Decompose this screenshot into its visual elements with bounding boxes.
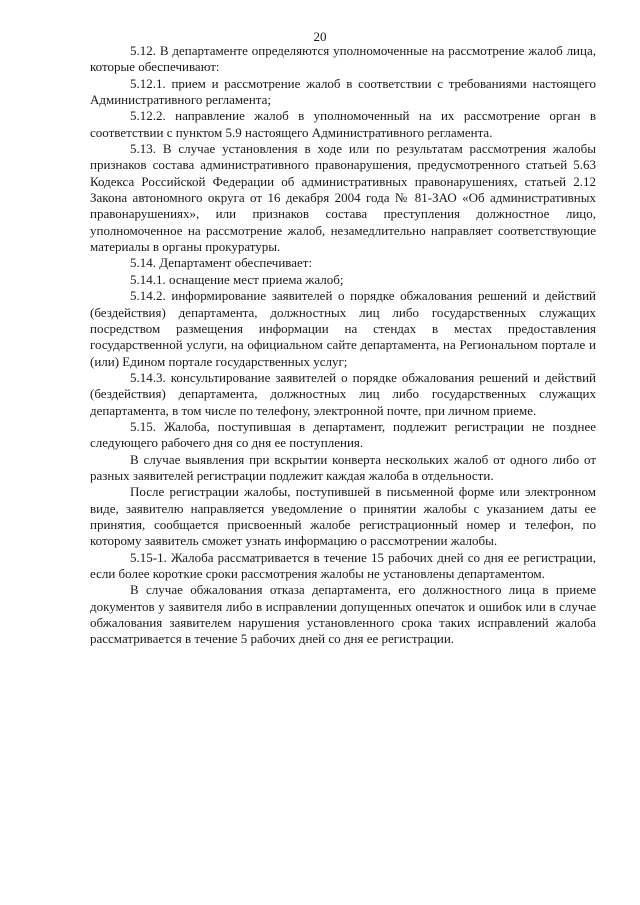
paragraph-5-14-2: 5.14.2. информирование заявителей о порядке обжалования решений и действий (бездействия) департамента, должностных лиц либо государственных служащих посредством размещения информации на стендах в местах предоставления государственной услуги, на официальном сайте департамента, на Региональном портале и (или) Едином портале государственных услуг;: [90, 288, 596, 369]
paragraph-5-15-envelope: В случае выявления при вскрытии конверта нескольких жалоб от одного либо от разных заявителей регистрации подлежит каждая жалоба в отдельности.: [90, 451, 596, 483]
paragraph-5-14: 5.14. Департамент обеспечивает:: [130, 255, 313, 271]
paragraph-5-15-1: 5.15-1. Жалоба рассматривается в течение 15 рабочих дней со дня ее регистрации, если более короткие сроки рассмотрения жалобы не установлены департаментом.: [90, 549, 596, 581]
paragraph-5-12: 5.12. В департаменте определяются уполномоченные на рассмотрение жалоб лица, которые обеспечивают:: [90, 43, 596, 75]
page-number: 20: [313, 29, 327, 44]
paragraph-5-13: 5.13. В случае установления в ходе или по результатам рассмотрения жалобы признаков состава административного правонарушения, предусмотренного статьей 5.63 Кодекса Российской Федерации об административных правонарушениях, статьей 2.12 Закона автономного округа от 16 декабря 2004 года № 81-ЗАО «Об административных правонарушениях», или признаков состава преступления должностное лицо, уполномоченное на рассмотрение жалоб, незамедлительно направляет соответствующие материалы в органы прокуратуры.: [90, 141, 596, 255]
document-body: [90, 43, 596, 648]
paragraph-5-12-1: 5.12.1. прием и рассмотрение жалоб в соответствии с требованиями настоящего Административного регламента;: [90, 75, 596, 108]
paragraph-5-14-1: 5.14.1. оснащение мест приема жалоб;: [130, 271, 344, 287]
paragraph-5-14-3: 5.14.3. консультирование заявителей о порядке обжалования решений и действий (бездействия) департамента, должностных лиц либо государственных служащих департамента, в том числе по телефону, электронной почте, при личном приеме.: [90, 369, 596, 418]
paragraph-5-15-notification: После регистрации жалобы, поступившей в письменной форме или электронном виде, заявителю направляется уведомление о принятии жалобы с указанием даты ее принятия, сообщается присвоенный жалобе регистрационный номер и телефон, по которому заявитель сможет узнать информацию о рассмотрении жалобы.: [90, 484, 596, 549]
paragraph-5-12-2: 5.12.2. направление жалоб в уполномоченный на их рассмотрение орган в соответствии с пунктом 5.9 настоящего Административного регламента.: [90, 108, 596, 140]
paragraph-5-15: 5.15. Жалоба, поступившая в департамент, подлежит регистрации не позднее следующего рабочего дня со дня ее поступления.: [90, 418, 596, 451]
paragraph-5-15-1-refusal: В случае обжалования отказа департамента, его должностного лица в приеме документов у заявителя либо в исправлении допущенных опечаток и ошибок или в случае обжалования заявителем нарушения установленного срока таких исправлений жалоба рассматривается в течение 5 рабочих дней со дня ее регистрации.: [90, 582, 596, 647]
